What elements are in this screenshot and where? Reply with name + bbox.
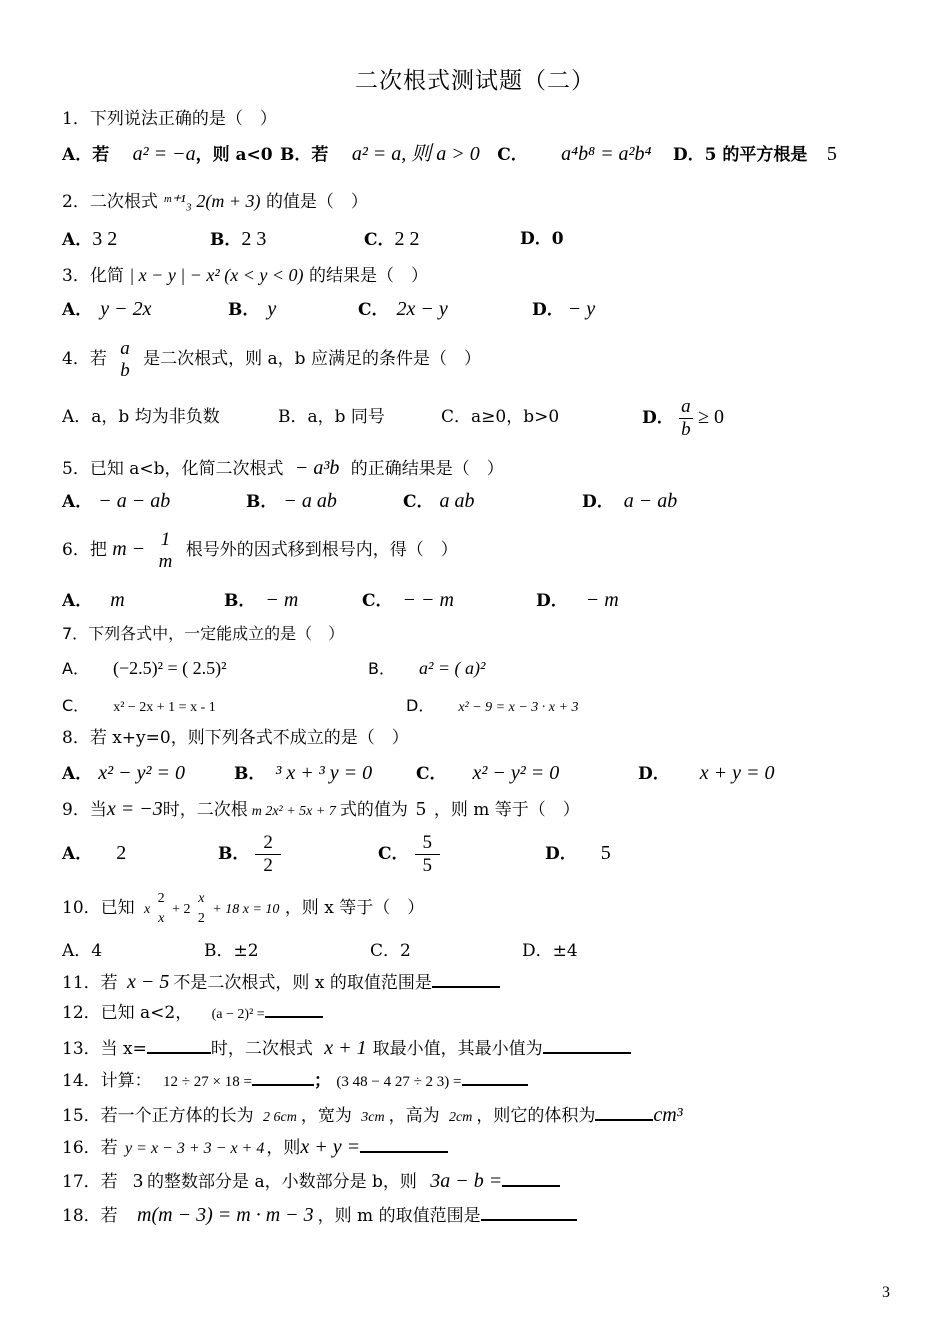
q9-stem-mid2: 式的值为 <box>339 800 408 820</box>
q10-expr-2: + 2 <box>172 902 191 917</box>
q5-option-c <box>403 490 475 513</box>
q1-option-d-label: D．5 的平方根是 <box>672 145 808 165</box>
q2-option-a <box>62 228 117 251</box>
q1-option-b-label: B．若 <box>280 145 329 165</box>
q7-option-b-expr: a² = ( a)² <box>418 658 486 678</box>
q1-option-d-expr: 5 <box>826 143 837 165</box>
q6-option-a <box>62 589 125 612</box>
question-8-stem: 8．若 x+y=0，则下列各式不成立的是（ ） <box>62 728 409 748</box>
question-10-stem <box>62 885 424 933</box>
q9-option-b <box>218 830 281 878</box>
q10-expr-3: + 18 x = 10 <box>212 902 280 917</box>
q6-option-b-label: B． <box>224 591 256 611</box>
q7-option-d <box>406 695 578 719</box>
q3-option-c-label: C． <box>358 300 389 320</box>
q16-expr-2: x + y = <box>300 1136 361 1158</box>
q9-stem-x: x = −3 <box>106 798 163 820</box>
q5-option-c-expr: a ab <box>439 490 475 512</box>
q10-expr-1: x <box>144 902 151 917</box>
q17-expr: 3 <box>133 1170 144 1192</box>
question-4-stem <box>62 334 481 384</box>
q3-stem-prefix: 3．化简 <box>62 266 124 286</box>
q9-stem-mid: 时，二次根 <box>162 800 248 820</box>
q13-suffix: 取最小值，其最小值为 <box>372 1039 543 1059</box>
q7-option-a-expr: (−2.5)² = ( 2.5)² <box>112 658 227 678</box>
q13-x-blank[interactable] <box>147 1052 211 1054</box>
q3-option-d-expr: − y <box>567 298 596 320</box>
q10-fraction-2-den: 2 <box>197 910 205 926</box>
q14-blank-2[interactable] <box>462 1084 528 1086</box>
q8-option-d-expr: x + y = 0 <box>699 762 775 784</box>
q9-option-d <box>545 842 611 865</box>
question-14 <box>62 1070 528 1093</box>
q5-option-d <box>582 490 677 513</box>
q10-fraction-1-den: x <box>158 910 165 926</box>
q15-length: 2 6cm <box>263 1110 297 1125</box>
q6-fraction <box>157 529 175 573</box>
q9-option-b-den: 2 <box>263 855 273 876</box>
q2-option-d <box>520 228 564 250</box>
q9-stem-expr: m 2x² + 5x + 7 <box>251 804 336 819</box>
q10-stem-suffix: ，则 x 等于（ ） <box>284 898 425 918</box>
question-1-stem: 1．下列说法正确的是（ ） <box>62 109 277 129</box>
q12-prefix: 12．已知 a<2， <box>62 1003 193 1023</box>
q3-option-d-label: D． <box>532 300 564 320</box>
question-2-stem <box>62 190 368 213</box>
q6-stem-suffix: 根号外的因式移到根号内，得（ ） <box>185 540 458 560</box>
q12-answer-blank[interactable] <box>265 1016 323 1018</box>
q10-fraction-2-num: x <box>198 890 205 906</box>
q9-option-c <box>378 830 440 878</box>
q9-option-c-fraction <box>415 832 441 877</box>
question-7-stem: 7．下列各式中，一定能成立的是（ ） <box>62 624 345 643</box>
q18-answer-blank[interactable] <box>481 1219 577 1221</box>
q9-option-c-den: 5 <box>422 855 433 876</box>
q7-option-b-label: B． <box>368 659 395 678</box>
q10-option-b: B．±2 <box>204 941 259 961</box>
question-13 <box>62 1037 631 1060</box>
q15-t3: ，则它的体积为 <box>476 1106 596 1126</box>
q10-option-d: D．±4 <box>522 941 578 961</box>
question-17 <box>62 1170 560 1193</box>
question-1-options <box>62 143 837 166</box>
q3-option-c-expr: 2x − y <box>396 298 448 320</box>
q3-option-a-expr: y − 2x <box>100 298 152 320</box>
question-9-stem <box>62 798 580 823</box>
q15-t2: ，高为 <box>388 1106 440 1126</box>
q5-option-c-label: C． <box>403 492 434 512</box>
q11-expr: x − 5 <box>127 971 170 993</box>
q2-option-d-label: D．0 <box>520 229 564 249</box>
q7-option-d-label: D． <box>406 696 435 715</box>
q8-option-b-expr: ³ x + ³ y = 0 <box>275 762 373 784</box>
q3-stem-expr: | x − y | − x² (x < y < 0) <box>129 265 304 285</box>
q3-option-a <box>62 298 151 321</box>
q2-option-b <box>210 228 266 251</box>
q5-option-a-label: A． <box>62 492 93 512</box>
q16-answer-blank[interactable] <box>360 1151 448 1153</box>
q6-option-c-expr: − − m <box>402 589 454 611</box>
question-16 <box>62 1136 448 1160</box>
q6-option-a-expr: m <box>110 589 125 611</box>
q15-answer-blank[interactable] <box>595 1119 653 1121</box>
question-15 <box>62 1104 683 1129</box>
q16-mid: ，则 <box>266 1138 301 1158</box>
q5-option-b-label: B． <box>246 492 278 512</box>
q3-option-c <box>358 298 448 321</box>
q15-height: 2cm <box>449 1110 473 1125</box>
q5-option-d-expr: a − ab <box>623 490 678 512</box>
q9-option-a-label: A． <box>62 844 93 864</box>
q8-option-c <box>416 762 559 785</box>
question-5-stem <box>62 457 504 480</box>
q10-option-a: A．4 <box>62 941 103 961</box>
q4-option-a: A．a，b 均为非负数 <box>62 407 220 427</box>
q4-option-d-den: b <box>681 419 691 440</box>
q8-option-a <box>62 762 185 785</box>
q14-prefix: 14．计算： <box>62 1071 152 1091</box>
q9-option-c-label: C． <box>378 844 409 864</box>
q1-option-a-suffix: ，则 a<0 <box>195 145 273 165</box>
q1-option-a-label: A．若 <box>62 145 110 165</box>
q4-option-b: B．a，b 同号 <box>278 407 385 427</box>
q11-answer-blank[interactable] <box>432 986 500 988</box>
q7-option-d-expr: x² − 9 = x − 3 · x + 3 <box>458 700 579 715</box>
q6-option-c-label: C． <box>362 591 393 611</box>
q4-stem-prefix: 4．若 <box>62 349 107 369</box>
q13-expr: x + 1 <box>324 1037 367 1059</box>
q8-option-a-label: A． <box>62 764 93 784</box>
q18-expr: m(m − 3) = m · m − 3 <box>137 1204 314 1226</box>
q6-option-a-label: A． <box>62 591 93 611</box>
q14-expr-2: (3 48 − 4 27 ÷ 2 3) = <box>336 1074 462 1090</box>
q3-option-d <box>532 298 595 321</box>
q18-prefix: 18．若 <box>62 1206 118 1226</box>
q14-separator: ； <box>313 1071 331 1091</box>
q4-option-d-num: a <box>681 396 691 417</box>
q4-fraction-den: b <box>120 359 130 381</box>
q6-stem-prefix: 6．把 <box>62 540 107 560</box>
q4-fraction-num: a <box>120 337 130 359</box>
q7-option-c-label: C． <box>62 696 90 715</box>
q8-option-c-expr: x² − y² = 0 <box>472 762 560 784</box>
q6-option-d <box>536 589 619 612</box>
q5-stem-suffix: 的正确结果是（ ） <box>350 459 504 479</box>
q6-option-b <box>224 589 298 612</box>
q5-option-a <box>62 490 170 513</box>
question-18 <box>62 1204 577 1227</box>
q7-option-b <box>368 657 485 680</box>
q6-option-c <box>362 589 454 612</box>
q2-option-c-label: C． <box>364 230 395 250</box>
q6-option-b-expr: − m <box>265 589 299 611</box>
q15-unit: cm³ <box>653 1104 683 1126</box>
q6-fraction-den: m <box>158 550 173 572</box>
q13-prefix: 13．当 x= <box>62 1039 147 1059</box>
q4-option-d-fraction <box>679 396 693 441</box>
q2-option-c-expr: 2 2 <box>394 228 420 250</box>
q7-option-a <box>62 657 227 680</box>
q18-suffix: ，则 m 的取值范围是 <box>317 1206 481 1226</box>
q12-expr: (a − 2)² = <box>211 1007 265 1022</box>
q11-suffix: 不是二次根式，则 x 的取值范围是 <box>173 973 432 993</box>
q6-fraction-num: 1 <box>160 528 171 550</box>
q6-option-d-expr: − m <box>585 589 619 611</box>
q15-t1: ，宽为 <box>300 1106 352 1126</box>
q1-option-c-expr: a⁴b⁸ = a²b⁴ <box>561 143 652 165</box>
q2-stem-prefix: 2．二次根式 <box>62 192 158 212</box>
q4-fraction <box>118 338 132 382</box>
question-12 <box>62 1002 323 1026</box>
page-number: 3 <box>882 1284 890 1301</box>
q4-option-d-suffix: ≥ 0 <box>698 406 725 428</box>
q2-option-b-label: B． <box>210 230 242 250</box>
q3-stem-suffix: 的结果是（ ） <box>308 266 428 286</box>
q2-stem-suffix: 的值是（ ） <box>265 192 368 212</box>
q9-stem-val: 5 <box>415 798 426 820</box>
q9-stem-prefix: 9．当 <box>62 800 107 820</box>
q13-min-blank[interactable] <box>543 1052 631 1054</box>
q10-option-c: C．2 <box>370 941 411 961</box>
q17-mid: 的整数部分是 a，小数部分是 b，则 <box>147 1172 417 1192</box>
q9-option-c-num: 5 <box>415 832 441 855</box>
q17-answer-blank[interactable] <box>502 1185 560 1187</box>
q16-expr: y = x − 3 + 3 − x + 4 <box>125 1140 265 1157</box>
q9-option-b-num: 2 <box>255 832 281 855</box>
question-6-stem <box>62 524 458 575</box>
q3-option-b-label: B． <box>228 300 260 320</box>
q10-stem-prefix: 10．已知 <box>62 898 135 918</box>
q15-width: 3cm <box>361 1110 385 1125</box>
q4-option-d-label: D． <box>642 408 674 428</box>
q2-option-a-label: A． <box>62 230 93 250</box>
q17-prefix: 17．若 <box>62 1172 118 1192</box>
q8-option-c-label: C． <box>416 764 447 784</box>
q14-expr-1: 12 ÷ 27 × 18 = <box>163 1074 252 1090</box>
question-3-stem <box>62 264 428 287</box>
q8-option-d-label: D． <box>638 764 670 784</box>
q5-stem-expr: − a³b <box>294 457 340 479</box>
q2-option-c <box>364 228 420 251</box>
q8-option-b-label: B． <box>234 764 266 784</box>
q2-stem-expr: ᵐ⁺¹₃ 2(m + 3) <box>163 191 261 211</box>
q3-option-b <box>228 298 276 321</box>
q9-option-a <box>62 842 126 865</box>
q7-option-c <box>62 695 216 719</box>
q8-option-d <box>638 762 775 785</box>
q2-option-b-expr: 2 3 <box>241 228 267 250</box>
page-title: 二次根式测试题（二） <box>355 68 595 94</box>
q4-option-c: C．a≥0，b>0 <box>441 407 560 427</box>
q14-blank-1[interactable] <box>252 1084 314 1086</box>
q6-option-d-label: D． <box>536 591 568 611</box>
q10-fraction-1-num: 2 <box>157 890 165 906</box>
q11-prefix: 11．若 <box>62 973 118 993</box>
q3-option-a-label: A． <box>62 300 93 320</box>
q5-stem-prefix: 5．已知 a<b，化简二次根式 <box>62 459 284 479</box>
q3-option-b-expr: y <box>267 298 277 320</box>
q6-stem-m: m − <box>112 538 146 560</box>
question-11 <box>62 971 500 994</box>
q17-expr-2: 3a − b = <box>430 1170 503 1192</box>
q9-option-b-label: B． <box>218 844 250 864</box>
q9-option-b-fraction <box>255 832 281 877</box>
q1-option-c-label: C． <box>497 145 528 165</box>
q2-option-a-expr: 3 2 <box>92 228 118 250</box>
q9-stem-suffix: ，则 m 等于（ ） <box>433 800 580 820</box>
q8-option-a-expr: x² − y² = 0 <box>98 762 185 784</box>
q7-option-a-label: A． <box>62 659 89 678</box>
q16-prefix: 16．若 <box>62 1138 118 1158</box>
q9-option-d-expr: 5 <box>600 842 611 864</box>
q10-fraction-1 <box>156 889 167 929</box>
q1-option-a-expr: a² = −a <box>132 143 196 165</box>
q7-option-c-expr: x² − 2x + 1 = x - 1 <box>113 700 216 715</box>
q15-prefix: 15．若一个正方体的长为 <box>62 1106 254 1126</box>
q5-option-b-expr: − a ab <box>283 490 337 512</box>
q10-fraction-2 <box>196 889 207 929</box>
q13-mid: 时，二次根式 <box>210 1039 313 1059</box>
q5-option-d-label: D． <box>582 492 614 512</box>
q9-option-d-label: D． <box>545 844 577 864</box>
q1-option-b-expr: a² = a, 则 a > 0 <box>351 143 480 165</box>
q5-option-b <box>246 490 337 513</box>
q4-option-d <box>642 392 724 443</box>
q9-option-a-expr: 2 <box>116 842 127 864</box>
q5-option-a-expr: − a − ab <box>98 490 171 512</box>
q8-option-b <box>234 762 372 785</box>
q4-stem-suffix: 是二次根式，则 a，b 应满足的条件是（ ） <box>143 349 481 369</box>
